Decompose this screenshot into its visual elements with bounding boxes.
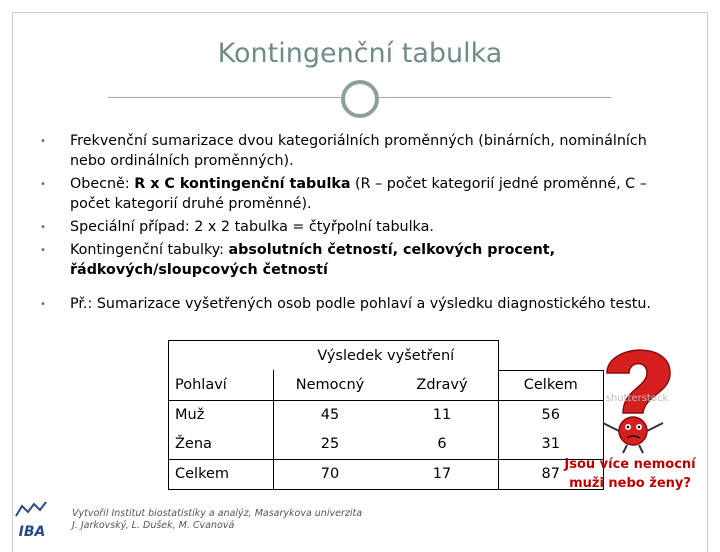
bullet-text: Kontingenční tabulky: bbox=[70, 242, 229, 258]
table-col-header: Zdravý bbox=[386, 370, 499, 400]
table-cell: 17 bbox=[386, 459, 499, 489]
bullet-text: Obecně: bbox=[70, 176, 135, 192]
bullet-list bbox=[36, 131, 676, 317]
footer-line-1: Vytvořil Institut biostatistiky a analýz, Masarykova univerzita bbox=[72, 508, 363, 519]
table-group-header: Výsledek vyšetření bbox=[274, 341, 499, 371]
title-divider-left bbox=[108, 97, 341, 98]
question-callout: Jsou více nemocní muži nebo ženy? bbox=[564, 457, 696, 491]
table-cell: 6 bbox=[386, 430, 499, 460]
iba-logo-icon bbox=[12, 498, 52, 540]
table-row-label: Žena bbox=[169, 430, 274, 460]
bullet-text: R x C kontingenční tabulka bbox=[134, 176, 351, 192]
bullet-text: (R – počet kategorií jedné proměnné, C – počet kategorií druhé proměnné). bbox=[70, 176, 647, 212]
question-mark-figure-icon bbox=[585, 335, 690, 455]
bullet-item bbox=[36, 217, 676, 237]
table-group-header-row bbox=[169, 341, 604, 371]
table-cell: 45 bbox=[274, 400, 387, 430]
table-cell: 25 bbox=[274, 430, 387, 460]
table-col-header: Celkem bbox=[499, 370, 604, 400]
table-cell: 56 bbox=[499, 400, 604, 430]
watermark-text: shutterstock bbox=[605, 393, 669, 404]
table-row bbox=[169, 430, 604, 460]
bullet-dot: • bbox=[40, 136, 46, 147]
table-cell: 70 bbox=[274, 459, 387, 489]
bullet-dot: • bbox=[40, 299, 46, 310]
bullet-item bbox=[36, 174, 676, 214]
bullet-dot: • bbox=[40, 245, 46, 256]
table-cell: 87 bbox=[499, 459, 604, 489]
table-cell: 11 bbox=[386, 400, 499, 430]
table-cell: 31 bbox=[499, 430, 604, 460]
title-divider-right bbox=[379, 97, 611, 98]
table-row-total bbox=[169, 459, 604, 489]
table-row bbox=[169, 400, 604, 430]
table-row-label: Celkem bbox=[169, 459, 274, 489]
contingency-table bbox=[168, 340, 604, 490]
footer-credits bbox=[72, 508, 362, 532]
table-header-row bbox=[169, 370, 604, 400]
footer-line-2: J. Jarkovský, L. Dušek, M. Cvanová bbox=[72, 520, 235, 531]
bullet-dot: • bbox=[40, 222, 46, 233]
bullet-item bbox=[36, 240, 676, 280]
table-row-header: Pohlaví bbox=[169, 370, 274, 400]
slide-title: Kontingenční tabulka bbox=[217, 38, 503, 69]
table-row-label: Muž bbox=[169, 400, 274, 430]
bullet-item bbox=[36, 294, 676, 314]
bullet-text: Speciální případ: 2 x 2 tabulka = čtyřpolní tabulka. bbox=[70, 219, 434, 235]
bullet-text: Frekvenční sumarizace dvou kategoriálních proměnných (binárních, nominálních nebo ordinálních proměnných). bbox=[70, 133, 647, 169]
logo-text: IBA bbox=[18, 524, 46, 540]
bullet-text: Př.: Sumarizace vyšetřených osob podle pohlaví a výsledku diagnostického testu. bbox=[70, 296, 651, 312]
table-col-header: Nemocný bbox=[274, 370, 387, 400]
bullet-item bbox=[36, 131, 676, 171]
bullet-dot: • bbox=[40, 179, 46, 190]
bullet-text: absolutních četností, celkových procent, řádkových/sloupcových četností bbox=[70, 242, 556, 278]
title-circle-ornament bbox=[341, 80, 379, 118]
